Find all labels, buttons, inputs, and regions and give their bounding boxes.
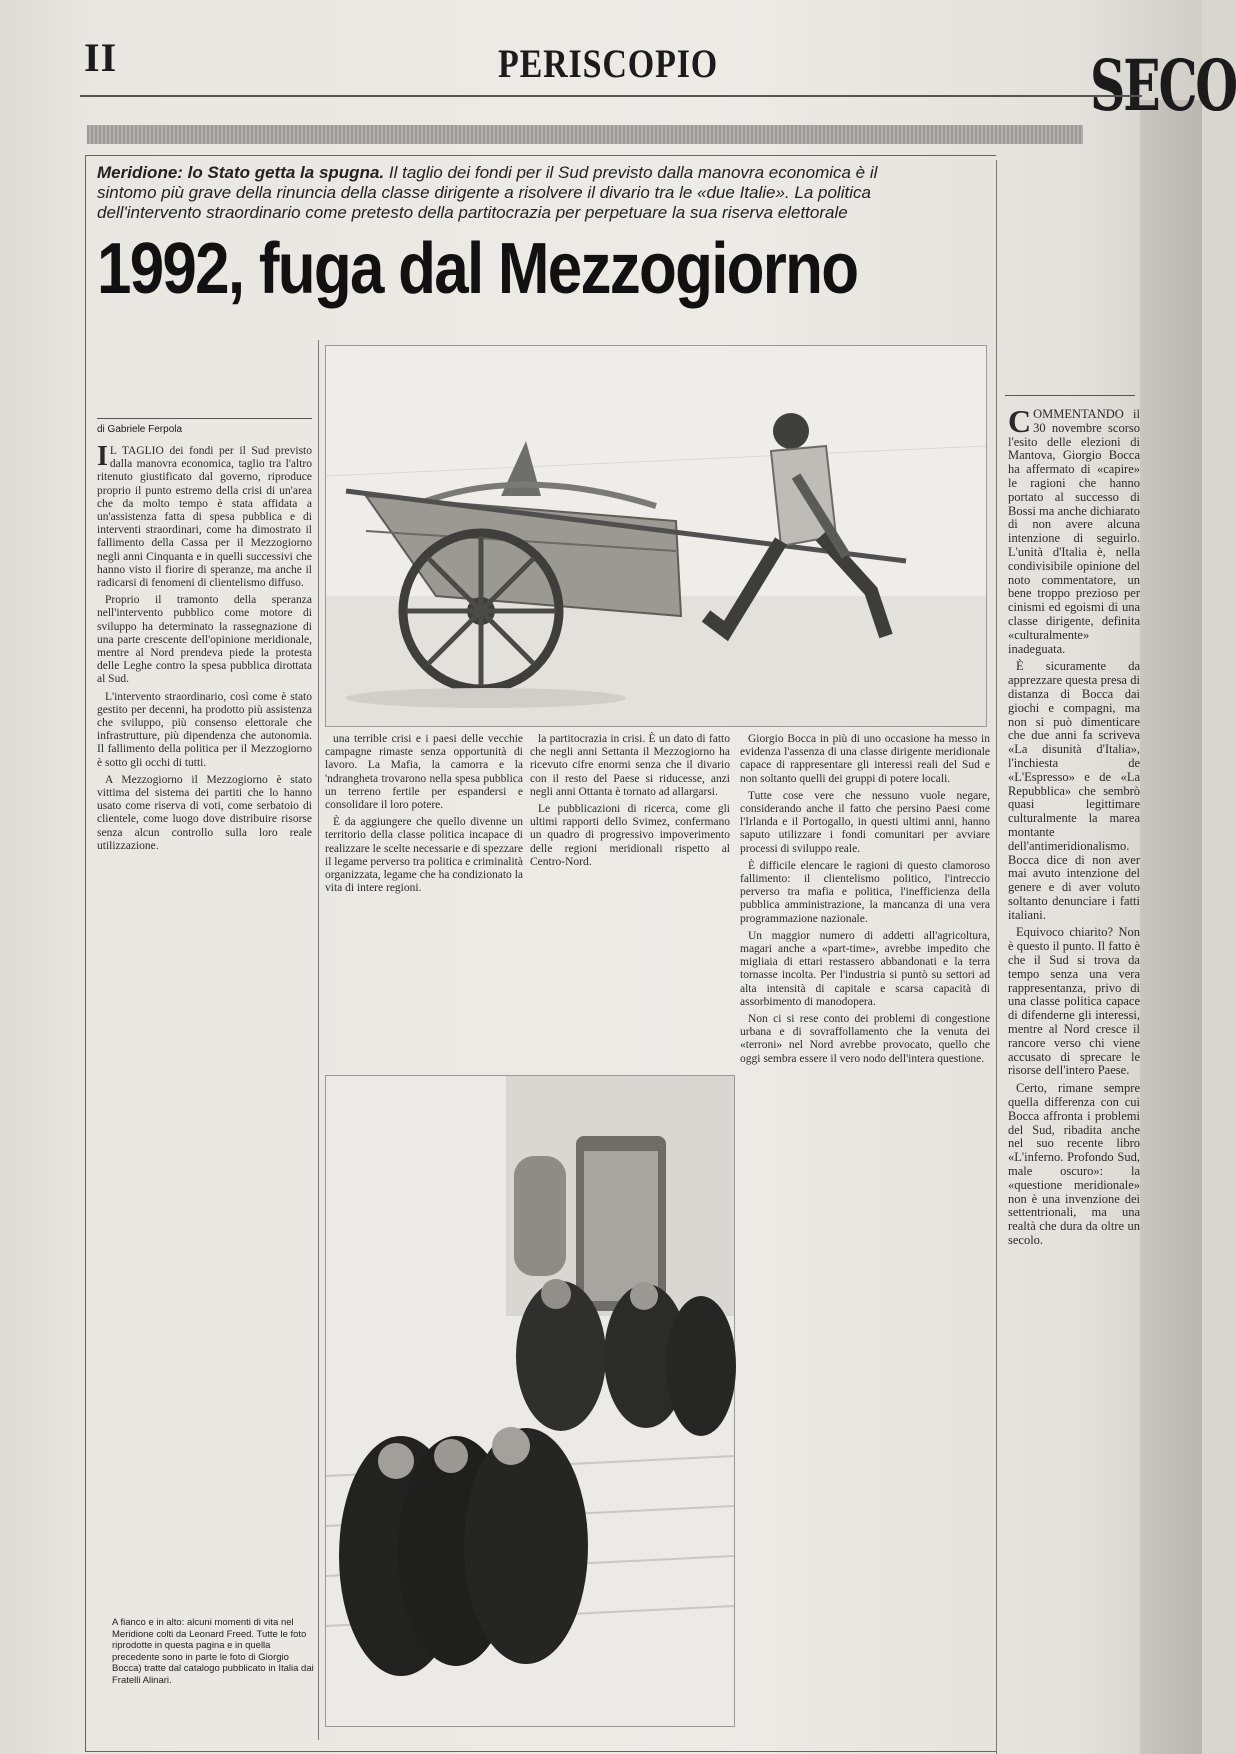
article-column-3 [530,733,730,1063]
sidebar-rule [1005,395,1135,396]
paragraph: A Mezzogiorno il Mezzogiorno è stato vittima del sistema dei partiti che lo hanno usato come riserva di voti, come serbatoio di clientele, come luogo dove distribuire risorse senza alcun controllo sulla loro reale utilizzazione. [97,773,312,852]
women-photo [325,1075,735,1727]
paragraph: Proprio il tramonto della speranza nell'intervento pubblico come motore di sviluppo ha determinato la rassegnazione di una parte crescente dell'opinione meridionale, mentre al Nord prendeva piede la protesta delle Leghe contro la spesa pubblica dirottata al Sud. [97,594,312,686]
paragraph: una terrible crisi e i paesi delle vecchie campagne rimaste senza opportunità di lavoro. La Mafia, la camorra e la 'ndrangheta trovarono nella spesa pubblica un terreno fertile per espandersi e consolidare il loro potere. [325,733,523,812]
article-kicker [97,163,907,223]
header-rule [80,95,1142,97]
paragraph: Un maggior numero di addetti all'agricoltura, magari anche a «part-time», avrebbe impedito che migliaia di ettari restassero abbandonati e la terra tornasse incolta. Per l'industria si puntò su settori ad alta intensità di capitale e scarsa capacità di assorbimento di manodopera. [740,929,990,1008]
cart-photo-illustration [326,346,986,726]
paragraph: Giorgio Bocca in più di uno occasione ha messo in evidenza l'assenza di una classe dirigente meridionale capace di rappresentare gli interessi reali del Sud e non soltanto quelli dei gruppi di potere locali. [740,733,990,785]
cart-photo [325,345,987,727]
paragraph: la partitocrazia in crisi. È un dato di fatto che negli anni Settanta il Mezzogiorno ha ricevuto cifre enormi senza che il divario con il resto del Paese si riducesse, anzi negli anni Ottanta è tornato ad allargarsi. [530,733,730,798]
paragraph: L TAGLIO dei fondi per il Sud previsto dalla manovra economica, taglio tra l'altro ritenuto giustificato dal governo, riproduce proprio il punto estremo della crisi di un'area che da molto tempo è stata affidata a un'assistenza fatta di spesa pubblica e di interventi straordinari, come ha dimostrato il fallimento della Cassa per il Mezzogiorno negli anni Cinquanta e in quelli successivi che hanno visto il fiorire di speranze, ma anche il radicarsi di fenomeni di clientelismo diffuso. [97,445,312,590]
column-divider [996,160,997,1754]
top-band [87,125,1083,144]
paragraph: È da aggiungere che quello divenne un territorio della classe politica incapace di realizzare le scelte necessarie e di spezzare il legame perverso tra politica e criminalità organizzata, legame che ha condizionato la vita di intere regioni. [325,816,523,895]
kicker-body: Il taglio dei fondi per il Sud previsto dalla manovra economica è il sintomo più grave della rinuncia della classe dirigente a risolvere il divario tra le «due Italie». La politica dell'intervento straordinario come pretesto della partitocrazia per perpetuare la sua riserva elettorale [97,163,878,222]
photo-caption: A fianco e in alto: alcuni momenti di vita nel Meridione colti da Leonard Freed. Tutte le foto riprodotte in questa pagina e in quella precedente sono in parte le foto di Giorgio Bocca) tratte dal catalogo pubblicato in Italia dai Fratelli Alinari. [112,1617,314,1686]
sidebar-column [1008,403,1140,1748]
column-divider [318,340,319,1740]
dropcap: C [1008,403,1032,439]
article-column-4 [740,733,990,1748]
adjacent-masthead: SECO [1090,44,1236,127]
adjacent-page-edge [1140,100,1202,1754]
byline: di Gabriele Ferpola [97,424,183,435]
paragraph: È difficile elencare le ragioni di questo clamoroso fallimento: il clientelismo politico, l'intreccio perverso tra mafia e politica, l'inefficienza della pubblica amministrazione, la mancanza di una vera programmazione nazionale. [740,859,990,925]
article-column-1 [97,441,312,1610]
paragraph: OMMENTANDO il 30 novembre scorso l'esito delle elezioni di Mantova, Giorgio Bocca ha affermato di «capire» le ragioni che hanno portato al successo di Bossi ma anche dichiarato di non avere alcuna intenzione di seguirlo. L'unità d'Italia è, nella condivisibile opinione del noto commentatore, un bene troppo prezioso per cinismi ed egoismi di una classe dirigente, definita «culturalmente» inadeguata. [1008,407,1140,656]
paragraph: Certo, rimane sempre quella differenza con cui Bocca affronta i problemi del Sud, ribadita anche nel suo recente libro «L'inferno. Profondo Sud, male oscuro»: la «questione meridionale» non è una invenzione dei settentrionali, ma una realtà che dura da oltre un secolo. [1008,1081,1140,1248]
paragraph: Equivoco chiarito? Non è questo il punto. Il fatto è che il Sud si trova da tempo senza una vera rappresentanza, privo di una classe politica capace di difenderne gli interessi, mentre al Nord cresce il rancore verso chi viene accusato di sprecare le risorse dell'intero Paese. [1008,925,1140,1078]
kicker-lead: Meridione: lo Stato getta la spugna. [97,163,385,182]
article-column-2 [325,733,523,1063]
page-number: II [84,35,118,80]
paragraph: È sicuramente da apprezzare questa presa di distanza di Bocca dai giochi e compagni, ma non si può dimenticare che due anni fa scriveva «La disunità d'Italia», l'inchiesta de «L'Espresso» e de «La Repubblica» che sembrò quasi legittimare culturalmente la marea montante dell'antimeridionalismo. Bocca dice di non aver mai avuto intenzione del genere e di aver voluto soltanto denunciare i fatti italiani. [1008,659,1140,922]
paragraph: L'intervento straordinario, così come è stato gestito per decenni, ha prodotto più assistenza che sviluppo, più consenso elettorale che infrastrutture, più dipendenza che autonomia. Il fallimento della politica per il Mezzogiorno è sotto gli occhi di tutti. [97,690,312,769]
byline-rule [97,418,312,419]
section-title: PERISCOPIO [498,41,719,86]
paragraph: Non ci si rese conto dei problemi di congestione urbana e di sovraffollamento che la venuta dei «terroni» nel Nord avrebbe provocato, quello che oggi sembra essere il vero nodo dell'intera questione. [740,1013,990,1065]
paragraph: Tutte cose vere che nessuno vuole negare, considerando anche il fatto che persino Paesi come l'Irlanda e il Portogallo, in questi ultimi anni, hanno saputo utilizzare i fondi comunitari per avviare processi di sviluppo reale. [740,789,990,855]
paragraph: Le pubblicazioni di ricerca, come gli ultimi rapporti dello Svimez, confermano un quadro di progressivo impoverimento delle regioni meridionali rispetto al Centro-Nord. [530,803,730,868]
dropcap: I [97,441,108,472]
article-headline: 1992, fuga dal Mezzogiorno [97,229,858,309]
women-photo-illustration [326,1076,734,1726]
